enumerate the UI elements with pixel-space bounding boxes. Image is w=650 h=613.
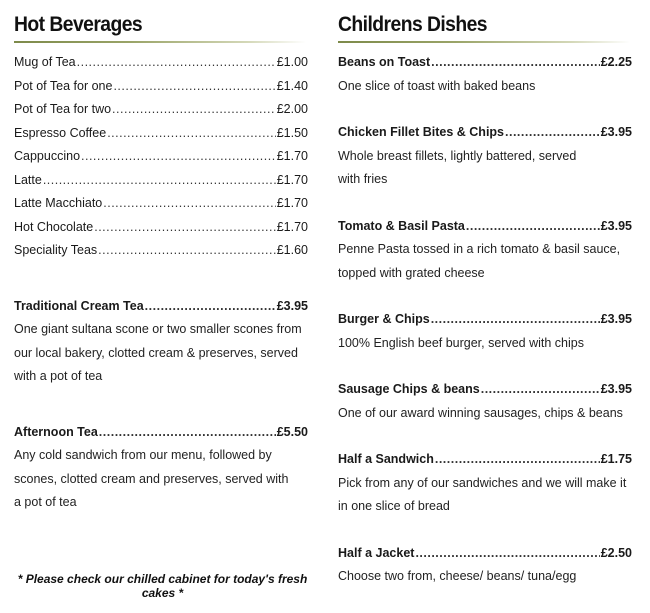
item-description: One of our award winning sausages, chips & beans bbox=[338, 405, 623, 420]
item-price: £1.50 bbox=[276, 125, 308, 140]
item-price: £2.00 bbox=[276, 102, 308, 116]
item-description: Pick from any of our sandwiches and we will make it bbox=[338, 475, 627, 490]
item-price: £2.25 bbox=[600, 55, 632, 69]
item-name: Pot of Tea for two bbox=[14, 102, 112, 116]
leader-dots bbox=[98, 239, 276, 263]
item-price: £2.50 bbox=[600, 545, 632, 560]
menu-item bbox=[338, 378, 632, 402]
leader-dots bbox=[103, 192, 275, 216]
item-name: Traditional Cream Tea bbox=[14, 298, 144, 313]
special-item bbox=[14, 295, 308, 319]
item-price: £3.95 bbox=[600, 218, 632, 233]
item-description: a pot of tea bbox=[14, 495, 77, 509]
menu-item bbox=[14, 98, 308, 122]
item-name: Espresso Coffee bbox=[14, 125, 107, 140]
menu-item bbox=[338, 308, 632, 332]
item-name: Latte bbox=[14, 172, 42, 187]
item-description: Any cold sandwich from our menu, followed by bbox=[14, 448, 272, 462]
item-description: Choose two from, cheese/ beans/ tuna/egg bbox=[338, 569, 577, 583]
item-name: Cappuccino bbox=[14, 149, 81, 163]
item-price: £1.70 bbox=[276, 172, 308, 187]
menu-item bbox=[338, 542, 632, 566]
menu-item bbox=[14, 216, 308, 240]
leader-dots bbox=[466, 215, 600, 239]
item-price: £5.50 bbox=[276, 424, 308, 439]
item-name: Pot of Tea for one bbox=[14, 78, 113, 93]
leader-dots bbox=[113, 75, 275, 99]
menu-item bbox=[338, 121, 632, 145]
item-price: £3.95 bbox=[600, 382, 632, 396]
item-name: Speciality Teas bbox=[14, 243, 98, 257]
leader-dots bbox=[145, 295, 276, 319]
item-name: Hot Chocolate bbox=[14, 219, 94, 234]
item-description: Whole breast fillets, lightly battered, served bbox=[338, 148, 577, 163]
leader-dots bbox=[431, 51, 600, 75]
item-description: 100% English beef burger, served with chips bbox=[338, 335, 584, 350]
leader-dots bbox=[435, 448, 600, 472]
section-title: Hot Beverages bbox=[14, 13, 143, 36]
leader-dots bbox=[505, 121, 600, 145]
leader-dots bbox=[77, 51, 276, 75]
item-description: One giant sultana scone or two smaller scones from bbox=[14, 322, 302, 336]
item-name: Mug of Tea bbox=[14, 55, 76, 69]
hot-beverages-section bbox=[14, 0, 314, 515]
item-name: Half a Sandwich bbox=[338, 452, 434, 466]
leader-dots bbox=[415, 542, 599, 566]
menu-item bbox=[14, 51, 308, 75]
item-price: £3.95 bbox=[600, 125, 632, 139]
menu-item bbox=[338, 448, 632, 472]
leader-dots bbox=[99, 421, 276, 445]
item-description: One slice of toast with baked beans bbox=[338, 78, 536, 93]
item-name: Sausage Chips & beans bbox=[338, 382, 480, 396]
menu-item bbox=[14, 239, 308, 263]
item-price: £1.70 bbox=[276, 196, 308, 210]
menu-item bbox=[338, 215, 632, 239]
special-item bbox=[14, 421, 308, 445]
item-price: £1.75 bbox=[600, 452, 632, 466]
item-name: Half a Jacket bbox=[338, 545, 415, 560]
item-name: Latte Macchiato bbox=[14, 196, 103, 210]
item-price: £1.00 bbox=[276, 55, 308, 69]
item-price: £3.95 bbox=[600, 312, 632, 326]
menu-item bbox=[14, 169, 308, 193]
item-name: Afternoon Tea bbox=[14, 424, 98, 439]
leader-dots bbox=[431, 308, 600, 332]
item-description: scones, clotted cream and preserves, served with bbox=[14, 471, 289, 486]
item-price: £3.95 bbox=[276, 298, 308, 313]
cakes-footnote: * Please check our chilled cabinet for today's fresh cakes * bbox=[17, 572, 308, 600]
leader-dots bbox=[107, 122, 276, 146]
item-price: £1.40 bbox=[276, 78, 308, 93]
item-name: Tomato & Basil Pasta bbox=[338, 218, 465, 233]
item-price: £1.70 bbox=[276, 149, 308, 163]
item-description: with a pot of tea bbox=[14, 369, 103, 383]
menu-item bbox=[14, 122, 308, 146]
menu-item bbox=[14, 192, 308, 216]
item-description: our local bakery, clotted cream & preserves, served bbox=[14, 345, 298, 360]
menu-item bbox=[14, 75, 308, 99]
item-description: with fries bbox=[338, 172, 388, 186]
leader-dots bbox=[481, 378, 600, 402]
section-title: Childrens Dishes bbox=[338, 13, 487, 36]
childrens-dishes-section bbox=[338, 0, 638, 589]
item-name: Burger & Chips bbox=[338, 312, 430, 326]
item-price: £1.60 bbox=[276, 243, 308, 257]
leader-dots bbox=[81, 145, 276, 169]
leader-dots bbox=[94, 216, 276, 240]
leader-dots bbox=[43, 169, 276, 193]
item-description: Penne Pasta tossed in a rich tomato & basil sauce, bbox=[338, 242, 621, 256]
leader-dots bbox=[112, 98, 276, 122]
item-name: Beans on Toast bbox=[338, 55, 431, 69]
item-name: Chicken Fillet Bites & Chips bbox=[338, 125, 505, 139]
menu-item bbox=[338, 51, 632, 75]
menu-item bbox=[14, 145, 308, 169]
item-description: topped with grated cheese bbox=[338, 265, 485, 280]
item-price: £1.70 bbox=[276, 219, 308, 234]
item-description: in one slice of bread bbox=[338, 499, 450, 513]
